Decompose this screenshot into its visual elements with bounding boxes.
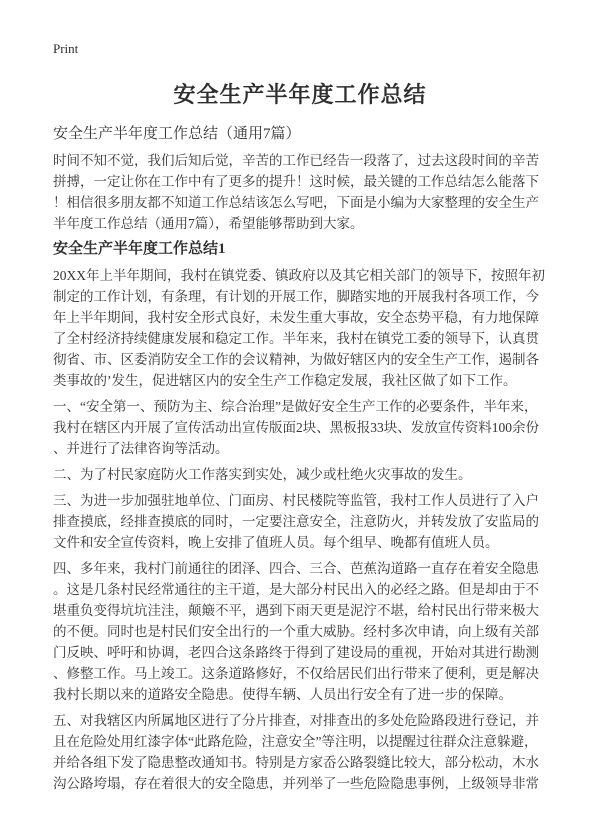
body-paragraph: 20XX年上半年期间，我村在镇党委、镇政府以及其它相关部门的领导下，按照年初制定的工作计划，有条理，有计划的开展工作，脚踏实地的开展我村各项工作，今年上半年期间，我村安全形式良好，未发生重大事故，安全态势平稳，有力地保障了全村经济持续健康发展和稳定工作。半年来，我村在镇党工委的领导下，认真贯彻省、市、区委消防安全工作的会议精神，为做好辖区内的安全生产工作，遏制各类事故的’发生，促进辖区内的安全生产工作稳定发展，我社区做了如下工作。 (53, 268, 545, 388)
body-paragraph: 二、为了村民家庭防火工作落实到实处，减少或杜绝火灾事故的发生。 (53, 467, 472, 482)
intro-paragraph: 时间不知不觉，我们后知后觉，辛苦的工作已经告一段落了，过去这段时间的辛苦拼搏，一定让你在工作中有了更多的提升！这时候，最关键的工作总结怎么能落下！相信很多朋友都不知道工作总结该怎么写吧，下面是小编为大家整理的安全生产半年度工作总结（通用7篇），希望能够帮助到大家。 (53, 153, 539, 231)
print-button[interactable]: Print (53, 41, 79, 56)
section-heading: 安全生产半年度工作总结1 (53, 241, 226, 257)
body-paragraph: 一、“安全第一、预防为主、综合治理”是做好安全生产工作的必要条件，半年来，我村在辖区内开展了宣传活动出宣传版面2块、黑板报33块、发放宣传资料100余份、并进行了法律咨询等活动。 (53, 399, 539, 456)
doc-subtitle: 安全生产半年度工作总结（通用7篇） (53, 126, 301, 142)
page-title: 安全生产半年度工作总结 (173, 82, 427, 107)
body-paragraph: 四、多年来，我村门前通往的团泽、四合、三合、芭蕉沟道路一直存在着安全隐患。这是几条村民经常通往的主干道，是大部分村民出入的必经之路。但是却由于不堪重负变得坑坑洼洼，颠簸不平，遇到下雨天更是泥泞不堪，给村民出行带来极大的不便。同时也是村民们安全出行的一个重大威胁。经村多次申请，向上级有关部门反映、呼吁和协调，老四合这条路终于得到了建设局的重视，开始对其进行勘测、修整工作。马上竣工。这条道路修好，不仅给居民们出行带来了便利，更是解决我村长期以来的道路安全隐患。使得车辆、人员出行安全有了进一步的保障。 (53, 561, 539, 702)
body-paragraph: 三、为进一步加强驻地单位、门面房、村民楼院等监管，我村工作人员进行了入户排查摸底，经排查摸底的同时，一定要注意安全，注意防火，并转发放了安监局的文件和安全宣传资料，晚上安排了值班人员。每个组早、晚都有值班人员。 (53, 493, 539, 550)
body-paragraph: 五、对我辖区内所属地区进行了分片排查，对排查出的多处危险路段进行登记，并且在危险处用红漆字体“此路危险，注意安全”等注明，以提醒过往群众注意躲避，并给各组下发了隐患整改通知书。特别是方家岙公路裂缝比较大，部分松动，木水沟公路垮塌，存在着很大的安全隐患，并列举了一些危险隐患事例，上级领导非常 (53, 713, 539, 791)
